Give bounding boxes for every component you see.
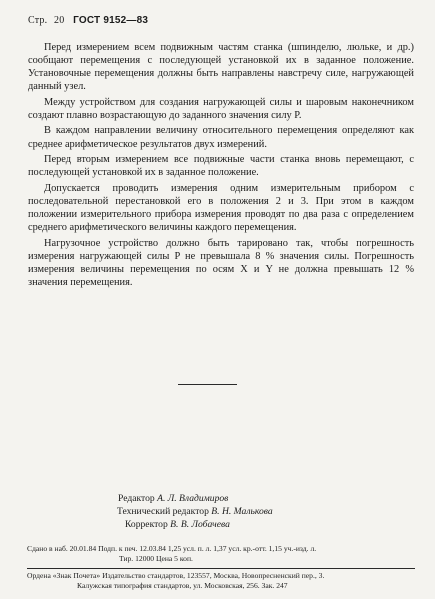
paragraph: Перед вторым измерением все подвижные части станка вновь перемещают, с последующей установкой их в заданное положение.	[28, 154, 414, 179]
paragraph: В каждом направлении величину относительного перемещения определяют как среднее арифметическое результатов двух измерений.	[28, 125, 414, 150]
page-label: Стр.	[28, 15, 48, 26]
section-divider	[178, 384, 237, 385]
print-details: Сдано в наб. 20.01.84 Подп. к печ. 12.03.84 1,25 усл. п. л. 1,37 усл. кр.-отт. 1,15 уч.-изд. л.	[27, 544, 317, 553]
print-run-price: Тир. 12000 Цена 5 коп.	[119, 554, 193, 563]
proofreader-name: В. В. Лобачева	[170, 519, 230, 531]
paragraph: Между устройством для создания нагружающей силы и шаровым наконечником создают плавно возрастающую до заданного значения силу P.	[28, 96, 414, 121]
body-text	[28, 41, 414, 291]
editor-label: Редактор	[118, 493, 155, 504]
paragraph: Перед измерением всем подвижным частям станка (шпинделю, люльке, и др.) сообщают перемещения с последующей установкой их в заданное положение. Установочные перемещения должны быть направлены навстречу силе, нагружающей данный узел.	[28, 42, 414, 93]
paragraph: Нагрузочное устройство должно быть тарировано так, чтобы погрешность измерения нагружающей силы P не превышала 8 % значения силы. Погрешность измерения величины перемещения по осям X и Y не должна превышать 12 % значения перемещения.	[28, 237, 414, 288]
editor-name: А. Л. Владимиров	[157, 493, 229, 504]
tech-editor-name: В. Н. Малькова	[211, 506, 273, 518]
proofreader-label: Корректор	[125, 519, 168, 531]
publication-info	[27, 544, 415, 591]
tech-editor-label: Технический редактор	[117, 506, 209, 518]
proofreader-line	[125, 518, 358, 531]
tech-editor-line	[117, 505, 358, 518]
publisher-line: Ордена «Знак Почета» Издательство стандартов, 123557, Москва, Новопресненский пер., 3.	[27, 571, 325, 580]
page-number: 20	[54, 15, 65, 26]
standard-designation: ГОСТ 9152—83	[73, 15, 149, 26]
paragraph: Допускается проводить измерения одним измерительным прибором с последовательной перестановкой его в положения 2 и 3. При этом в каждом положении измерительного прибора измерения проводят по два раза с определением среднего арифметического величины каждого перемещения.	[28, 182, 414, 233]
page-header	[28, 15, 148, 26]
credits-block	[118, 492, 358, 532]
publication-rule	[27, 568, 415, 569]
editor-line	[118, 492, 358, 505]
printer-line: Калужская типография стандартов, ул. Московская, 256. Зак. 247	[77, 581, 288, 590]
